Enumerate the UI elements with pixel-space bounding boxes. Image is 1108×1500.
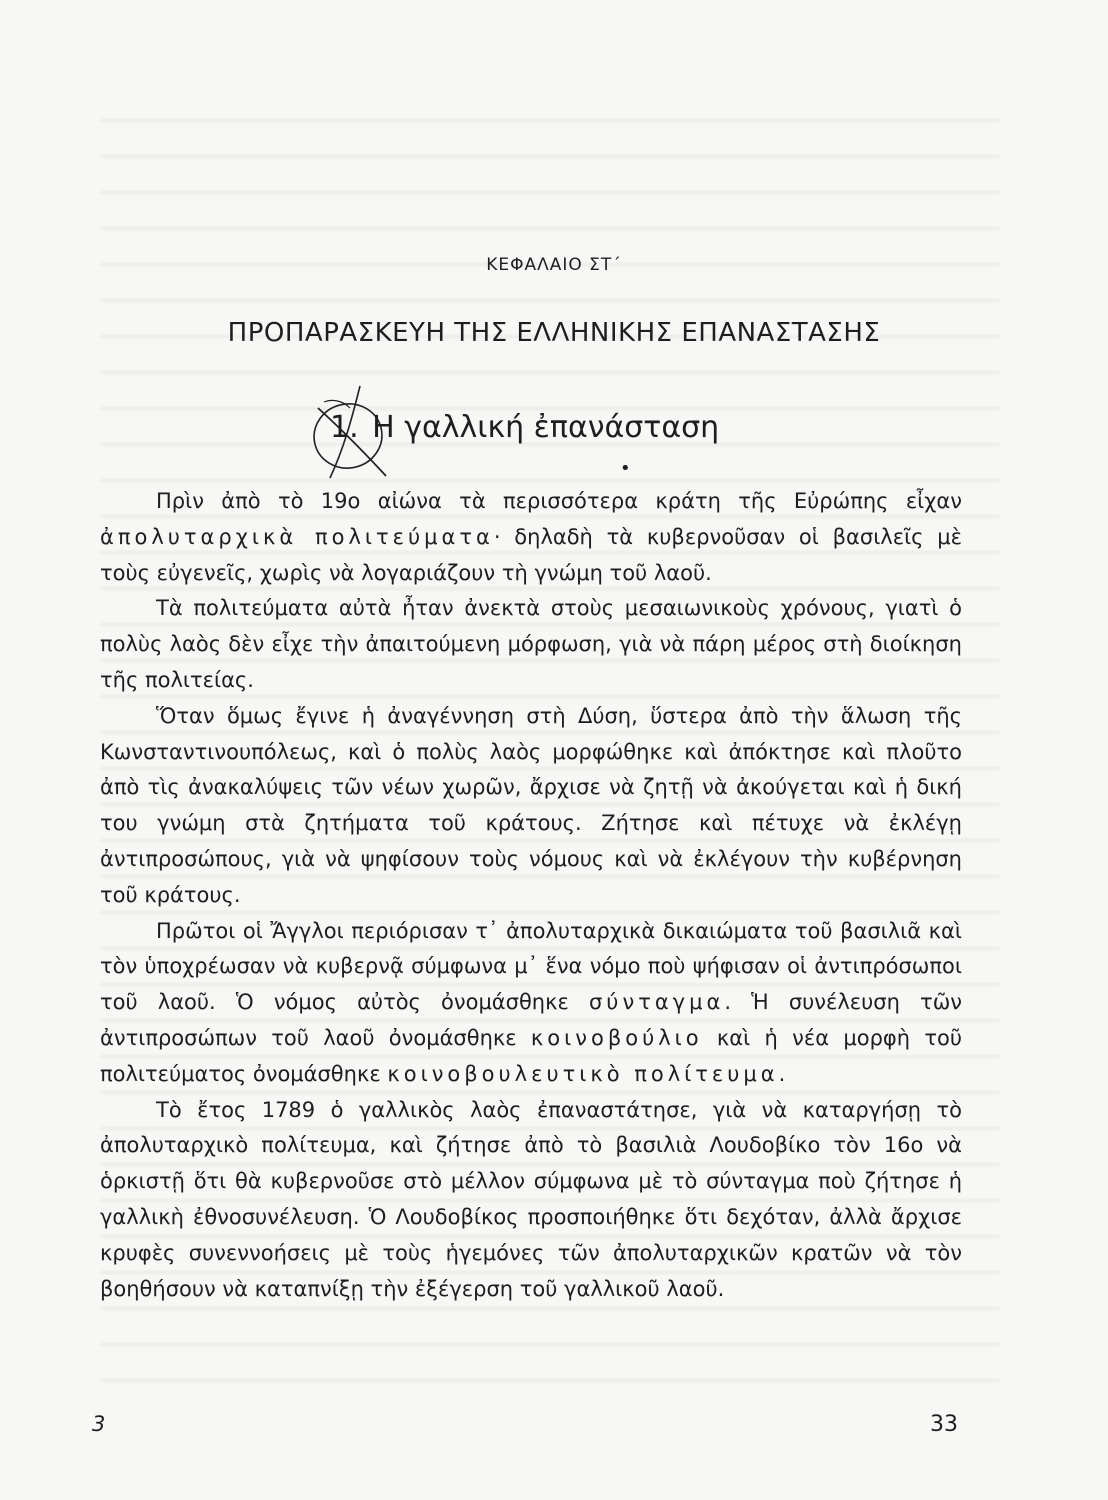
body-text xyxy=(100,484,962,1307)
paragraph-4: Πρῶτοι οἱ Ἄγγλοι περιόρισαν τ᾽ ἀπολυταρχικὰ δικαιώματα τοῦ βασιλιᾶ καὶ τὸν ὑποχρέωσαν νὰ κυβερνᾷ σύμφωνα μ᾽ ἕνα νόμο ποὺ ψήφισαν οἱ ἀντιπρόσωποι τοῦ λαοῦ. Ὁ νόμος αὐτὸς ὀνομάσθηκε σύνταγμα. Ἡ συνέλευση τῶν ἀντιπροσώπων τοῦ λαοῦ ὀνομάσθηκε κοινοβούλιο καὶ ἡ νέα μορφὴ τοῦ πολιτεύματος ὀνομάσθηκε κοινοβουλευτικὸ πολίτευμα. xyxy=(100,918,963,1086)
paragraph-3: Ὅταν ὅμως ἔγινε ἡ ἀναγέννηση στὴ Δύση, ὕστερα ἀπὸ τὴν ἅλωση τῆς Κωνσταντινουπόλεως, καὶ ὁ πολὺς λαὸς μορφώθηκε καὶ ἀπόκτησε καὶ πλοῦτο ἀπὸ τὶς ἀνακαλύψεις τῶν νέων χωρῶν, ἄρχισε νὰ ζητῇ νὰ ἀκούγεται καὶ ἡ δική του γνώμη στὰ ζητήματα τοῦ κράτους. Ζήτησε καὶ πέτυχε νὰ ἐκλέγῃ ἀντιπροσώπους, γιὰ νὰ ψηφίσουν τοὺς νόμους καὶ νὰ ἐκλέγουν τὴν κυβέρνηση τοῦ κράτους. xyxy=(100,703,962,907)
paragraph-1: Πρὶν ἀπὸ τὸ 19ο αἰώνα τὰ περισσότερα κράτη τῆς Εὐρώπης εἶχαν ἀπολυταρχικὰ πολιτεύματα· δηλαδὴ τὰ κυβερνοῦσαν οἱ βασιλεῖς μὲ τοὺς εὐγενεῖς, χωρὶς νὰ λογαριάζουν τὴ γνώμη τοῦ λαοῦ. xyxy=(100,489,963,585)
section-heading xyxy=(330,410,930,445)
ink-dot: • xyxy=(620,458,631,479)
spaced-term: κοινοβουλευτικὸ πολίτευμα xyxy=(387,1061,779,1086)
chapter-title: ΠΡΟΠΑΡΑΣΚΕΥΗ ΤΗΣ ΕΛΛΗΝΙΚΗΣ ΕΠΑΝΑΣΤΑΣΗΣ xyxy=(227,318,881,348)
paragraph-5: Τὸ ἔτος 1789 ὁ γαλλικὸς λαὸς ἐπαναστάτησε, γιὰ νὰ καταργήσῃ τὸ ἀπολυταρχικὸ πολίτευμα, καὶ ζήτησε ἀπὸ τὸ βασιλιὰ Λουδοβίκο τὸν 16ο νὰ ὁρκιστῇ ὅτι θὰ κυβερνοῦσε στὸ μέλλον σύμφωνα μὲ τὸ σύνταγμα ποὺ ζήτησε ἡ γαλλικὴ ἐθνοσυνέλευση. Ὁ Λουδοβίκος προσποιήθηκε ὅτι δεχόταν, ἀλλὰ ἄρχισε κρυφὲς συνεννοήσεις μὲ τοὺς ἡγεμόνες τῶν ἀπολυταρχικῶν κρατῶν νὰ τὸν βοηθήσουν νὰ καταπνίξῃ τὴν ἐξέγερση τοῦ γαλλικοῦ λαοῦ. xyxy=(100,1097,962,1301)
section-number: 1. xyxy=(330,410,359,445)
page-number: 33 xyxy=(930,1412,958,1437)
section-title: Η γαλλική ἐπανάσταση xyxy=(372,410,720,445)
spaced-term: ἀπολυταρχικὰ πολιτεύματα xyxy=(100,524,494,549)
paragraph-2: Τὰ πολιτεύματα αὐτὰ ἦταν ἀνεκτὰ στοὺς μεσαιωνικοὺς χρόνους, γιατὶ ὁ πολὺς λαὸς δὲν εἶχε τὴν ἀπαιτούμενη μόρφωση, γιὰ νὰ πάρη μέρος στὴ διοίκηση τῆς πολιτείας. xyxy=(100,596,962,692)
spaced-term: κοινοβούλιο xyxy=(530,1025,703,1050)
signature-mark: 3 xyxy=(92,1412,106,1436)
chapter-label: ΚΕΦΑΛΑΙΟ ΣΤ΄ xyxy=(486,255,622,275)
spaced-term: σύνταγμα xyxy=(589,990,725,1015)
